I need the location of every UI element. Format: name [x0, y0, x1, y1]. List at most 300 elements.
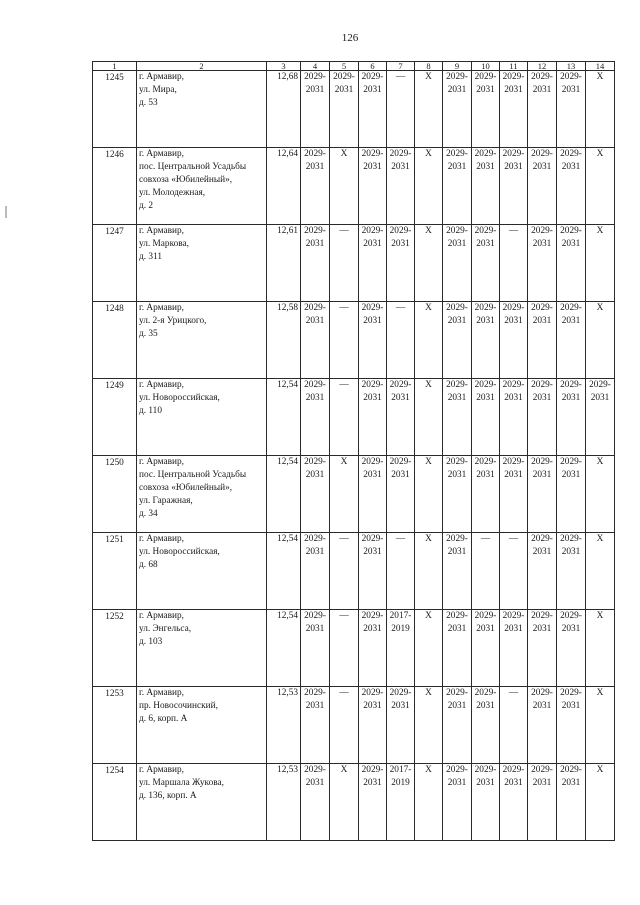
- period-cell: [557, 148, 586, 225]
- table-row: [93, 302, 615, 379]
- period-start: 2029-: [446, 226, 468, 236]
- period-end: 2031: [305, 393, 325, 403]
- period-start: 2029-: [474, 457, 497, 467]
- period-start: 2029-: [361, 226, 384, 236]
- not-applicable-cell: X: [415, 533, 443, 610]
- period-end: 2031: [532, 701, 552, 711]
- value-cell: 12,53: [267, 687, 301, 764]
- value-cell: 12,58: [267, 302, 301, 379]
- period-end: 2031: [363, 547, 382, 557]
- not-applicable-cell: X: [586, 610, 615, 687]
- column-number: 13: [557, 62, 586, 71]
- period-start: 2029-: [304, 457, 326, 467]
- period-end: 2031: [532, 316, 552, 326]
- value-cell: 12,54: [267, 379, 301, 456]
- period-end: 2031: [476, 624, 495, 634]
- address-line: д. 136, корп. А: [139, 791, 197, 801]
- period-cell: [387, 148, 415, 225]
- record-number: 1246: [93, 148, 137, 225]
- period-end: 2031: [363, 778, 382, 788]
- period-start: 2029-: [304, 765, 326, 775]
- period-end: 2031: [363, 239, 382, 249]
- period-start: 2029-: [304, 688, 326, 698]
- period-cell: [359, 379, 387, 456]
- period-start: 2029-: [531, 534, 553, 544]
- period-start: 2029-: [531, 765, 553, 775]
- column-number: 5: [330, 62, 359, 71]
- column-number: 2: [137, 62, 267, 71]
- period-start: 2029-: [446, 765, 468, 775]
- period-end: 2031: [363, 701, 382, 711]
- address-line: пр. Новосочинский,: [139, 701, 218, 711]
- address-line: д. 103: [139, 637, 163, 647]
- not-applicable-cell: X: [586, 456, 615, 533]
- record-number: 1248: [93, 302, 137, 379]
- table-row: [93, 225, 615, 302]
- column-number: 1: [93, 62, 137, 71]
- value-cell: 12,64: [267, 148, 301, 225]
- column-number-row: [93, 62, 615, 71]
- period-end: 2031: [447, 393, 467, 403]
- period-start: 2029-: [502, 72, 525, 82]
- period-end: 2031: [532, 239, 552, 249]
- period-end: 2019: [391, 624, 410, 634]
- period-start: 2029-: [361, 72, 384, 82]
- scan-mark: [5, 206, 7, 218]
- table-row: [93, 379, 615, 456]
- period-start: 2029-: [560, 149, 582, 159]
- period-start: 2029-: [560, 765, 582, 775]
- empty-dash-cell: —: [387, 533, 415, 610]
- address-line: г. Армавир,: [139, 380, 184, 390]
- period-cell: [472, 687, 500, 764]
- period-cell: [500, 302, 528, 379]
- address-line: д. 110: [139, 406, 162, 416]
- period-cell: [528, 71, 557, 148]
- period-start: 2029-: [502, 765, 525, 775]
- period-end: 2031: [476, 162, 495, 172]
- period-end: 2031: [476, 701, 495, 711]
- address-line: г. Армавир,: [139, 457, 184, 467]
- period-cell: [472, 225, 500, 302]
- period-start: 2029-: [560, 688, 582, 698]
- period-end: 2031: [305, 162, 325, 172]
- period-cell: [301, 71, 330, 148]
- not-applicable-cell: X: [415, 302, 443, 379]
- period-end: 2031: [476, 85, 495, 95]
- period-end: 2031: [391, 701, 410, 711]
- value-cell: 12,54: [267, 533, 301, 610]
- table-row: [93, 533, 615, 610]
- period-start: 2029-: [531, 72, 553, 82]
- address-line: г. Армавир,: [139, 226, 184, 236]
- column-number: 4: [301, 62, 330, 71]
- period-cell: [301, 302, 330, 379]
- period-cell: [528, 687, 557, 764]
- period-cell: [557, 533, 586, 610]
- period-end: 2031: [305, 239, 325, 249]
- period-start: 2029-: [474, 765, 497, 775]
- table-row: [93, 71, 615, 148]
- period-end: 2031: [561, 778, 581, 788]
- period-end: 2031: [476, 393, 495, 403]
- address-line: ул. Маркова,: [139, 239, 189, 249]
- period-end: 2031: [305, 547, 325, 557]
- period-cell: [387, 456, 415, 533]
- empty-dash-cell: —: [330, 687, 359, 764]
- period-end: 2031: [363, 85, 382, 95]
- period-cell: [557, 71, 586, 148]
- period-start: 2029-: [389, 226, 412, 236]
- column-number: 3: [267, 62, 301, 71]
- period-cell: [443, 148, 472, 225]
- record-number: 1247: [93, 225, 137, 302]
- period-cell: [528, 456, 557, 533]
- period-start: 2029-: [304, 534, 326, 544]
- period-cell: [443, 764, 472, 841]
- period-cell: [443, 456, 472, 533]
- period-end: 2031: [391, 470, 410, 480]
- address-line: г. Армавир,: [139, 688, 184, 698]
- value-cell: 12,61: [267, 225, 301, 302]
- period-cell: [359, 225, 387, 302]
- period-end: 2031: [476, 778, 495, 788]
- period-cell: [443, 379, 472, 456]
- period-end: 2031: [305, 778, 325, 788]
- not-applicable-cell: X: [330, 456, 359, 533]
- period-cell: [387, 379, 415, 456]
- period-cell: [359, 302, 387, 379]
- period-cell: [301, 225, 330, 302]
- period-start: 2029-: [304, 226, 326, 236]
- period-end: 2031: [447, 778, 467, 788]
- address-line: ул. Молодежная,: [139, 188, 206, 198]
- period-cell: [301, 148, 330, 225]
- period-cell: [359, 148, 387, 225]
- period-start: 2029-: [560, 303, 582, 313]
- record-number: 1251: [93, 533, 137, 610]
- address-line: г. Армавир,: [139, 303, 184, 313]
- period-start: 2029-: [304, 611, 326, 621]
- record-number: 1250: [93, 456, 137, 533]
- not-applicable-cell: X: [415, 687, 443, 764]
- period-start: 2029-: [446, 534, 468, 544]
- period-end: 2031: [391, 393, 410, 403]
- period-end: 2031: [561, 701, 581, 711]
- address-line: ул. Маршала Жукова,: [139, 778, 224, 788]
- period-cell: [472, 302, 500, 379]
- table-row: [93, 764, 615, 841]
- period-cell: [330, 71, 359, 148]
- address-line: пос. Центральной Усадьбы: [139, 162, 247, 172]
- period-end: 2031: [363, 624, 382, 634]
- period-cell: [528, 302, 557, 379]
- period-start: 2029-: [474, 149, 497, 159]
- period-cell: [500, 379, 528, 456]
- period-end: 2031: [532, 470, 552, 480]
- period-cell: [557, 456, 586, 533]
- period-cell: [557, 225, 586, 302]
- period-end: 2031: [532, 624, 552, 634]
- not-applicable-cell: X: [415, 610, 443, 687]
- address-line: ул. Энгельса,: [139, 624, 192, 634]
- period-end: 2031: [561, 393, 581, 403]
- address-line: д. 68: [139, 560, 158, 570]
- table-row: [93, 456, 615, 533]
- period-end: 2031: [305, 701, 325, 711]
- period-start: 2029-: [531, 457, 553, 467]
- period-start: 2029-: [502, 149, 525, 159]
- period-start: 2029-: [474, 303, 497, 313]
- empty-dash-cell: —: [330, 379, 359, 456]
- not-applicable-cell: X: [586, 225, 615, 302]
- period-start: 2029-: [361, 380, 384, 390]
- address-cell: [137, 71, 267, 148]
- table-row: [93, 148, 615, 225]
- period-start: 2029-: [474, 611, 497, 621]
- period-cell: [301, 687, 330, 764]
- period-end: 2031: [305, 470, 325, 480]
- period-cell: [557, 379, 586, 456]
- period-cell: [472, 610, 500, 687]
- period-start: 2029-: [361, 457, 384, 467]
- period-cell: [359, 687, 387, 764]
- period-cell: [472, 764, 500, 841]
- period-start: 2029-: [389, 457, 412, 467]
- period-start: 2029-: [560, 534, 582, 544]
- address-line: совхоза «Юбилейный»,: [139, 483, 233, 493]
- period-end: 2031: [590, 393, 610, 403]
- period-end: 2031: [391, 239, 410, 249]
- address-cell: [137, 764, 267, 841]
- period-cell: [301, 533, 330, 610]
- period-start: 2029-: [531, 688, 553, 698]
- address-line: ул. Новороссийская,: [139, 393, 220, 403]
- empty-dash-cell: —: [387, 302, 415, 379]
- period-cell: [528, 148, 557, 225]
- address-cell: [137, 533, 267, 610]
- not-applicable-cell: X: [586, 687, 615, 764]
- period-cell: [387, 687, 415, 764]
- address-line: ул. 2-я Урицкого,: [139, 316, 207, 326]
- period-end: 2031: [476, 239, 495, 249]
- period-start: 2029-: [446, 457, 468, 467]
- period-cell: [443, 71, 472, 148]
- period-cell: [528, 610, 557, 687]
- empty-dash-cell: —: [330, 533, 359, 610]
- address-line: пос. Центральной Усадьбы: [139, 470, 247, 480]
- not-applicable-cell: X: [415, 148, 443, 225]
- period-start: 2029-: [361, 534, 384, 544]
- period-start: 2029-: [502, 303, 525, 313]
- period-start: 2029-: [446, 149, 468, 159]
- period-end: 2031: [532, 393, 552, 403]
- period-end: 2031: [363, 316, 382, 326]
- period-start: 2029-: [531, 226, 553, 236]
- not-applicable-cell: X: [415, 71, 443, 148]
- column-number: 11: [500, 62, 528, 71]
- period-cell: [528, 533, 557, 610]
- period-cell: [528, 764, 557, 841]
- period-start: 2029-: [474, 688, 497, 698]
- period-start: 2029-: [361, 765, 384, 775]
- period-end: 2031: [476, 470, 495, 480]
- period-cell: [472, 71, 500, 148]
- column-number: 6: [359, 62, 387, 71]
- period-start: 2029-: [560, 72, 582, 82]
- address-line: д. 53: [139, 98, 158, 108]
- not-applicable-cell: X: [415, 225, 443, 302]
- empty-dash-cell: —: [500, 225, 528, 302]
- table-body: [93, 71, 615, 841]
- period-cell: [528, 225, 557, 302]
- period-start: 2029-: [502, 611, 525, 621]
- period-end: 2031: [391, 162, 410, 172]
- period-start: 2017-: [389, 611, 412, 621]
- period-cell: [528, 379, 557, 456]
- period-cell: [500, 456, 528, 533]
- column-number: 12: [528, 62, 557, 71]
- period-end: 2031: [561, 85, 581, 95]
- period-start: 2029-: [446, 380, 468, 390]
- period-start: 2029-: [361, 303, 384, 313]
- period-start: 2029-: [389, 380, 412, 390]
- address-line: г. Армавир,: [139, 149, 184, 159]
- period-cell: [301, 610, 330, 687]
- period-start: 2029-: [446, 611, 468, 621]
- period-start: 2029-: [361, 611, 384, 621]
- not-applicable-cell: X: [330, 764, 359, 841]
- period-start: 2029-: [446, 303, 468, 313]
- column-number: 8: [415, 62, 443, 71]
- period-start: 2029-: [333, 72, 355, 82]
- address-line: г. Армавир,: [139, 611, 184, 621]
- period-cell: [443, 687, 472, 764]
- period-start: 2029-: [560, 611, 582, 621]
- period-start: 2029-: [304, 380, 326, 390]
- period-end: 2031: [363, 393, 382, 403]
- period-end: 2031: [447, 162, 467, 172]
- period-start: 2029-: [531, 380, 553, 390]
- period-start: 2017-: [389, 765, 412, 775]
- not-applicable-cell: X: [586, 71, 615, 148]
- address-line: д. 2: [139, 201, 154, 211]
- address-cell: [137, 225, 267, 302]
- period-start: 2029-: [361, 688, 384, 698]
- period-cell: [443, 533, 472, 610]
- period-start: 2029-: [446, 688, 468, 698]
- period-cell: [472, 456, 500, 533]
- period-end: 2031: [447, 316, 467, 326]
- period-cell: [500, 148, 528, 225]
- period-start: 2029-: [304, 72, 326, 82]
- period-start: 2029-: [474, 72, 497, 82]
- period-cell: [359, 71, 387, 148]
- period-cell: [443, 610, 472, 687]
- period-end: 2031: [561, 316, 581, 326]
- address-cell: [137, 148, 267, 225]
- period-cell: [301, 379, 330, 456]
- period-end: 2031: [447, 85, 467, 95]
- period-end: 2019: [391, 778, 410, 788]
- period-start: 2029-: [474, 226, 497, 236]
- not-applicable-cell: X: [415, 456, 443, 533]
- period-end: 2031: [504, 470, 523, 480]
- address-line: д. 35: [139, 329, 158, 339]
- period-start: 2029-: [474, 380, 497, 390]
- period-cell: [359, 456, 387, 533]
- address-line: д. 6, корп. А: [139, 714, 188, 724]
- not-applicable-cell: X: [586, 764, 615, 841]
- record-number: 1253: [93, 687, 137, 764]
- period-end: 2031: [561, 470, 581, 480]
- empty-dash-cell: —: [500, 687, 528, 764]
- period-cell: [500, 71, 528, 148]
- period-cell: [359, 533, 387, 610]
- not-applicable-cell: X: [415, 764, 443, 841]
- period-cell: [387, 764, 415, 841]
- period-end: 2031: [561, 239, 581, 249]
- address-cell: [137, 610, 267, 687]
- period-end: 2031: [447, 470, 467, 480]
- period-end: 2031: [561, 624, 581, 634]
- period-end: 2031: [504, 393, 523, 403]
- period-start: 2029-: [361, 149, 384, 159]
- period-end: 2031: [447, 701, 467, 711]
- empty-dash-cell: —: [500, 533, 528, 610]
- period-cell: [472, 148, 500, 225]
- period-start: 2029-: [589, 380, 611, 390]
- address-line: совхоза «Юбилейный»,: [139, 175, 233, 185]
- empty-dash-cell: —: [330, 610, 359, 687]
- address-line: ул. Гаражная,: [139, 496, 193, 506]
- period-start: 2029-: [560, 457, 582, 467]
- period-cell: [557, 764, 586, 841]
- period-end: 2031: [532, 162, 552, 172]
- not-applicable-cell: X: [586, 148, 615, 225]
- period-cell: [387, 610, 415, 687]
- empty-dash-cell: —: [330, 225, 359, 302]
- period-end: 2031: [447, 239, 467, 249]
- period-cell: [557, 302, 586, 379]
- address-line: г. Армавир,: [139, 534, 184, 544]
- period-end: 2031: [504, 85, 523, 95]
- register-table: [92, 61, 615, 841]
- address-line: д. 311: [139, 252, 162, 262]
- period-end: 2031: [363, 162, 382, 172]
- period-end: 2031: [532, 85, 552, 95]
- address-line: г. Армавир,: [139, 72, 184, 82]
- address-cell: [137, 687, 267, 764]
- table-row: [93, 687, 615, 764]
- column-number: 14: [586, 62, 615, 71]
- period-cell: [301, 456, 330, 533]
- address-line: ул. Новороссийская,: [139, 547, 220, 557]
- address-line: д. 34: [139, 509, 158, 519]
- not-applicable-cell: X: [586, 302, 615, 379]
- address-cell: [137, 456, 267, 533]
- period-end: 2031: [447, 547, 467, 557]
- period-end: 2031: [447, 624, 467, 634]
- period-end: 2031: [532, 547, 552, 557]
- period-end: 2031: [305, 85, 325, 95]
- value-cell: 12,53: [267, 764, 301, 841]
- not-applicable-cell: X: [330, 148, 359, 225]
- period-start: 2029-: [304, 149, 326, 159]
- period-cell: [443, 302, 472, 379]
- period-start: 2029-: [502, 380, 525, 390]
- period-cell: [359, 610, 387, 687]
